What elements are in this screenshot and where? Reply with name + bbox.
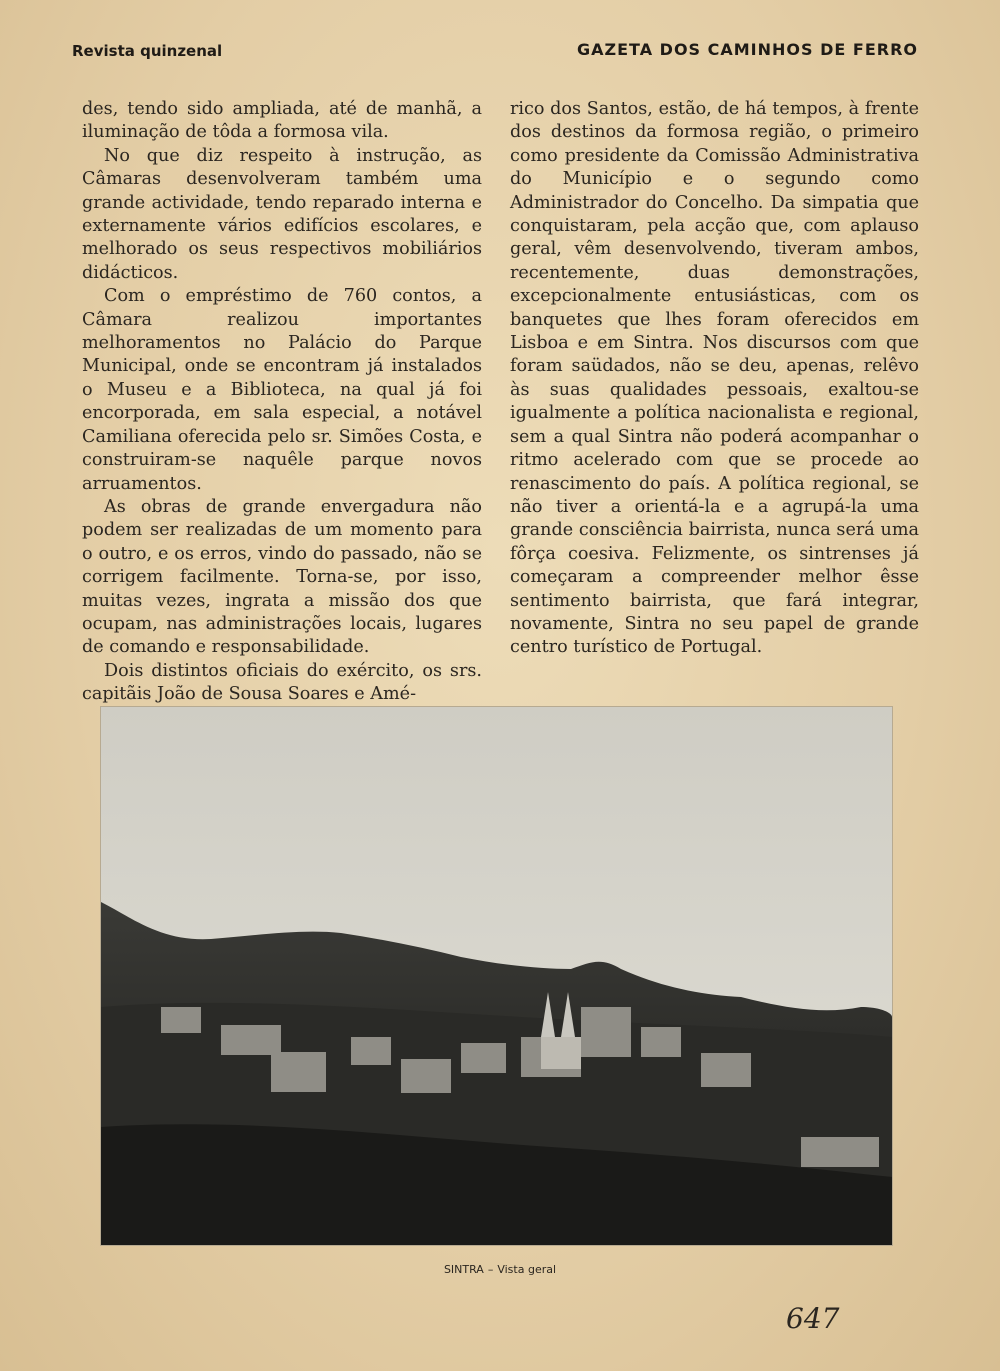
landscape-illustration [101,707,892,1245]
paragraph: Dois distintos oficiais do exército, os srs. capitãis João de Sousa Soares e Amé- [82,660,482,705]
paragraph: No que diz respeito à instrução, as Câmaras desenvolveram também uma grande actividade, tendo reparado interna e externamente vários edifícios escolares, e melhorado os seus respectivos mobiliários didácticos. [82,145,482,283]
paragraph: des, tendo sido ampliada, até de manhã, a iluminação de tôda a formosa vila. [82,99,482,143]
article-body [82,98,919,705]
palace [541,1037,581,1069]
header-publication-frequency: Revista quinzenal [72,42,223,60]
caption-place: SINTRA [443,1263,484,1276]
caption-separator: – [487,1263,494,1276]
running-header [72,38,918,62]
caption-description: Vista geral [497,1263,557,1276]
text-column-right [510,98,919,660]
paragraph: rico dos Santos, estão, de há tempos, à frente dos destinos da formosa região, o primeiro como presidente da Comissão Administrativa do Município e o segundo como Administrador do Concelho. Da simpatia que conquistaram, pela acção que, com aplauso geral, vêm desenvolvendo, tiveram ambos, recentemente, duas demonstrações, excepcionalmente entusiásticas, com os banquetes que lhes foram oferecidos em Lisboa e em Sintra. Nos discursos com que foram saüdados, não se deu, apenas, relêvo às suas qualidades pessoais, exaltou-se igualmente a política nacionalista e regional, sem a qual Sintra não poderá acompanhar o ritmo acelerado com que se procede ao renascimento do país. A política regional, se não tiver a orientá-la e a agrupá-la uma grande consciência bairrista, nunca será uma fôrça coesiva. Felizmente, os sintrenses já começaram a compreender melhor êsse sentimento bairrista, que fará integrar, novamente, Sintra no seu papel de grande centro turístico de Portugal. [510,99,919,658]
header-magazine-title: GAZETA DOS CAMINHOS DE FERRO [576,40,918,59]
paragraph: As obras de grande envergadura não podem ser realizadas de um momento para o outro, e os erros, vindo do passado, não se corrigem facilmente. Torna-se, por isso, muitas vezes, ingrata a missão dos que ocupam, nas administrações locais, lugares de comando e responsabilidade. [82,496,482,658]
sintra-panorama-photo [101,707,892,1245]
page-number: 647 [786,1302,840,1335]
photo-caption [0,1263,1000,1276]
text-column-left [82,98,482,707]
paragraph: Com o empréstimo de 760 contos, a Câmara realizou importantes melhoramentos no Palácio do Parque Municipal, onde se encontram já instalados o Museu e a Biblioteca, na qual já foi encorporada, em sala especial, a notável Camiliana oferecida pelo sr. Simões Costa, e construiram-se naquêle parque novos arruamentos. [82,286,482,494]
